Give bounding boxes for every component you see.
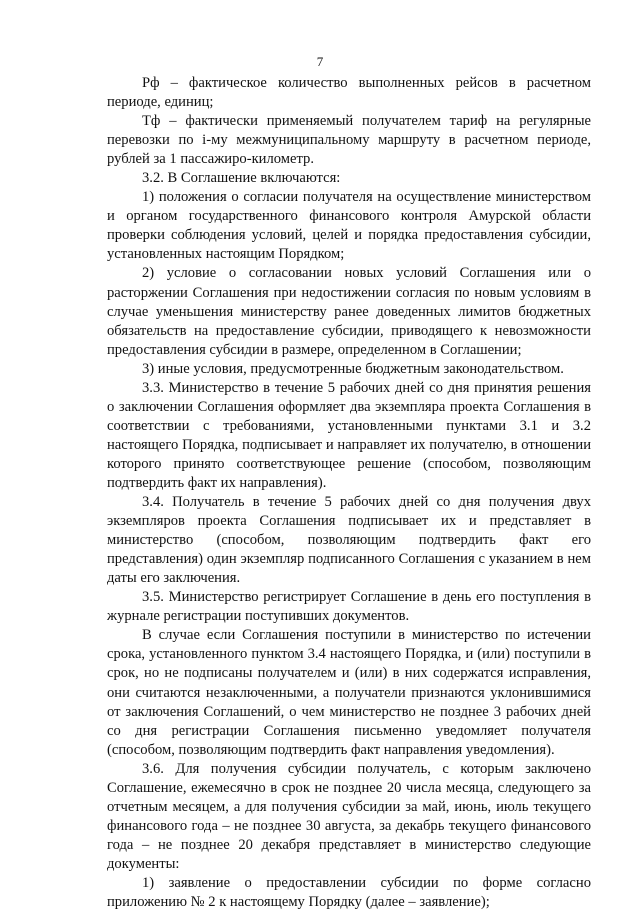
- paragraph-3-2-item-3: 3) иные условия, предусмотренные бюджетным законодательством.: [142, 360, 564, 377]
- paragraph-3-3: 3.3. Министерство в течение 5 рабочих дней со дня принятия решения о заключении Соглашения оформляет два экземпляра проекта Соглашения в соответствии с требованиями, установленными пунктами 3.1 и 3.2 настоящего Порядка, подписывает и направляет их получателю, в отношении которого принято соответствующее решение (способом, позволяющим подтвердить факт их направления).: [107, 379, 591, 491]
- paragraph-3-5: 3.5. Министерство регистрирует Соглашение в день его поступления в журнале регистрации поступивших документов.: [107, 589, 591, 625]
- paragraph-3-2-item-1: 1) положения о согласии получателя на осуществление министерством и органом государственного финансового контроля Амурской области проверки соблюдения условий, целей и порядка предоставления субсидии, установленных настоящим Порядком;: [107, 189, 591, 263]
- paragraph-rf-definition: Рф – фактическое количество выполненных рейсов в расчетном периоде, единиц;: [107, 75, 591, 111]
- paragraph-3-6-item-1: 1) заявление о предоставлении субсидии по форме согласно приложению № 2 к настоящему Порядку (далее – заявление);: [107, 874, 591, 911]
- document-body: [107, 74, 591, 912]
- paragraph-3-2-heading: 3.2. В Соглашение включаются:: [142, 170, 341, 187]
- paragraph-3-5-continuation: В случае если Соглашения поступили в министерство по истечении срока, установленного пунктом 3.4 настоящего Порядка, и (или) поступили в срок, но не подписаны получателем и (или) в них содержатся исправления, они считаются незаключенными, а получатели признаются уклонившимися от заключения Соглашений, о чем министерство не позднее 3 рабочих дней со дня регистрации Соглашения письменно уведомляет получателя (способом, позволяющим подтвердить факт направления уведомления).: [107, 627, 591, 758]
- paragraph-tf-definition: Тф – фактически применяемый получателем тариф на регулярные перевозки по i-му межмуниципальному маршруту в расчетном периоде, рублей за 1 пассажиро-километр.: [107, 113, 591, 168]
- paragraph-3-4: 3.4. Получатель в течение 5 рабочих дней со дня получения двух экземпляров проекта Соглашения подписывает их и представляет в министерство (способом, позволяющим подтвердить факт его представления) один экземпляр подписанного Соглашения с указанием в нем даты его заключения.: [107, 494, 591, 587]
- paragraph-3-2-item-2: 2) условие о согласовании новых условий Соглашения или о расторжении Соглашения при недостижении согласия по новым условиям в случае уменьшения министерству ранее доведенных лимитов бюджетных обязательств на предоставление субсидии, приводящего к невозможности предоставления субсидии в размере, определенном в Соглашении;: [107, 265, 591, 358]
- paragraph-3-6: 3.6. Для получения субсидии получатель, с которым заключено Соглашение, ежемесячно в срок не позднее 20 числа месяца, следующего за отчетным месяцем, а для получения субсидии за май, июнь, июль текущего финансового года – не позднее 30 августа, за декабрь текущего финансового года – не позднее 20 декабря представляет в министерство следующие документы:: [107, 760, 591, 872]
- page-number: 7: [316, 54, 324, 69]
